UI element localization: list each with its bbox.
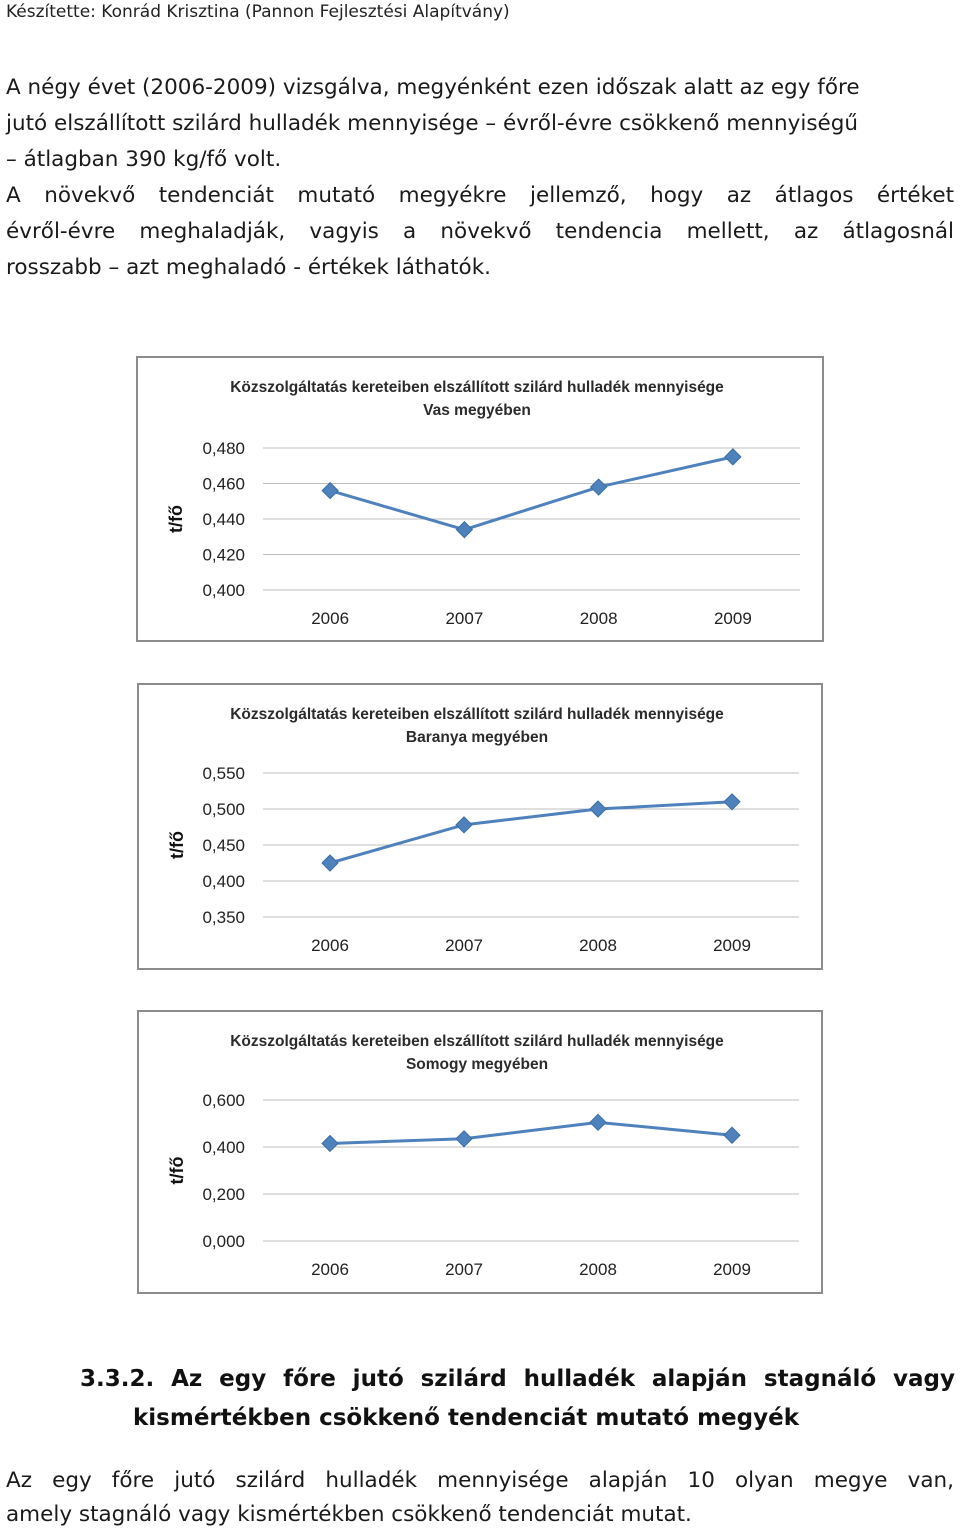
x-tick-label: 2006 (311, 1260, 349, 1279)
x-tick-label: 2008 (579, 609, 618, 628)
chart-baranya (137, 683, 823, 970)
series-line (330, 802, 732, 863)
chart-subtitle: Somogy megyében (405, 1056, 549, 1073)
y-tick-label: 0,600 (202, 1091, 245, 1110)
x-tick-label: 2008 (579, 1260, 617, 1279)
outro-paragraph (6, 1464, 954, 1532)
x-tick-label: 2007 (445, 936, 483, 955)
intro-line: rosszabb – azt meghaladó - értékek láthatók. (6, 255, 491, 280)
chart-subtitle: Baranya megyében (405, 729, 549, 746)
y-axis-label: t/fő (167, 1156, 187, 1185)
y-tick-label: 0,440 (202, 510, 245, 529)
section-heading-line1 (80, 1360, 955, 1399)
chart-subtitle: Vas megyében (423, 402, 531, 419)
data-point (591, 479, 607, 495)
chart-baranya-svg (139, 685, 821, 968)
intro-line: – átlagban 390 kg/fő volt. (6, 147, 282, 172)
data-point (724, 1127, 740, 1143)
section-title-part1: Az egy főre jutó szilárd hulladék alapján stagnáló vagy (171, 1366, 955, 1392)
section-number: 3.3.2. (80, 1366, 155, 1392)
intro-paragraph (6, 70, 954, 286)
x-tick-label: 2007 (445, 609, 484, 628)
y-axis-label: t/fő (166, 505, 186, 533)
data-point (456, 817, 472, 833)
chart-vas (136, 356, 824, 642)
intro-line: A négy évet (2006-2009) vizsgálva, megyénként ezen időszak alatt az egy főre (6, 75, 860, 100)
data-point (322, 1135, 338, 1151)
data-point (590, 801, 606, 817)
x-tick-label: 2009 (713, 1260, 751, 1279)
y-tick-label: 0,550 (202, 764, 245, 783)
author-header: Készítette: Konrád Krisztina (Pannon Fejlesztési Alapítvány) (6, 2, 510, 22)
chart-title: Közszolgáltatás kereteiben elszállított szilárd hulladék mennyisége (230, 379, 724, 396)
data-point (322, 855, 338, 871)
chart-vas-svg (138, 358, 822, 640)
chart-title: Közszolgáltatás kereteiben elszállított szilárd hulladék mennyisége (230, 1033, 724, 1050)
intro-line: jutó elszállított szilárd hulladék mennyisége – évről-évre csökkenő mennyiségű (6, 111, 859, 136)
y-tick-label: 0,000 (202, 1232, 245, 1251)
data-point (725, 449, 741, 465)
intro-line: A növekvő tendenciát mutató megyékre jellemző, hogy az átlagos értéket (6, 183, 954, 208)
x-tick-label: 2009 (713, 936, 751, 955)
data-point (590, 1114, 606, 1130)
data-point (724, 794, 740, 810)
section-heading (80, 1360, 955, 1438)
y-tick-label: 0,200 (202, 1185, 245, 1204)
outro-line: Az egy főre jutó szilárd hulladék mennyisége alapján 10 olyan megye van, (6, 1468, 954, 1493)
chart-somogy (137, 1010, 823, 1294)
series-line (330, 1122, 732, 1143)
intro-line: évről-évre meghaladják, vagyis a növekvő tendencia mellett, az átlagosnál (6, 219, 954, 244)
x-tick-label: 2006 (311, 609, 350, 628)
y-tick-label: 0,460 (202, 474, 245, 494)
outro-line: amely stagnáló vagy kismértékben csökkenő tendenciát mutat. (6, 1502, 692, 1527)
chart-title: Közszolgáltatás kereteiben elszállított szilárd hulladék mennyisége (230, 706, 724, 723)
y-tick-label: 0,400 (202, 872, 245, 891)
data-point (456, 1131, 472, 1147)
section-title-part2: kismértékben csökkenő tendenciát mutató megyék (133, 1405, 800, 1431)
y-tick-label: 0,480 (202, 439, 245, 458)
x-tick-label: 2008 (579, 936, 617, 955)
x-tick-label: 2006 (311, 936, 349, 955)
x-tick-label: 2009 (713, 609, 752, 628)
y-axis-label: t/fő (167, 831, 187, 859)
y-tick-label: 0,400 (202, 1138, 245, 1157)
y-tick-label: 0,500 (202, 800, 245, 819)
y-tick-label: 0,350 (202, 908, 245, 927)
data-point (456, 522, 472, 538)
x-tick-label: 2007 (445, 1260, 483, 1279)
y-tick-label: 0,420 (202, 545, 245, 565)
y-tick-label: 0,400 (202, 581, 245, 600)
chart-somogy-svg (139, 1012, 821, 1292)
y-tick-label: 0,450 (202, 836, 245, 855)
data-point (322, 483, 338, 499)
